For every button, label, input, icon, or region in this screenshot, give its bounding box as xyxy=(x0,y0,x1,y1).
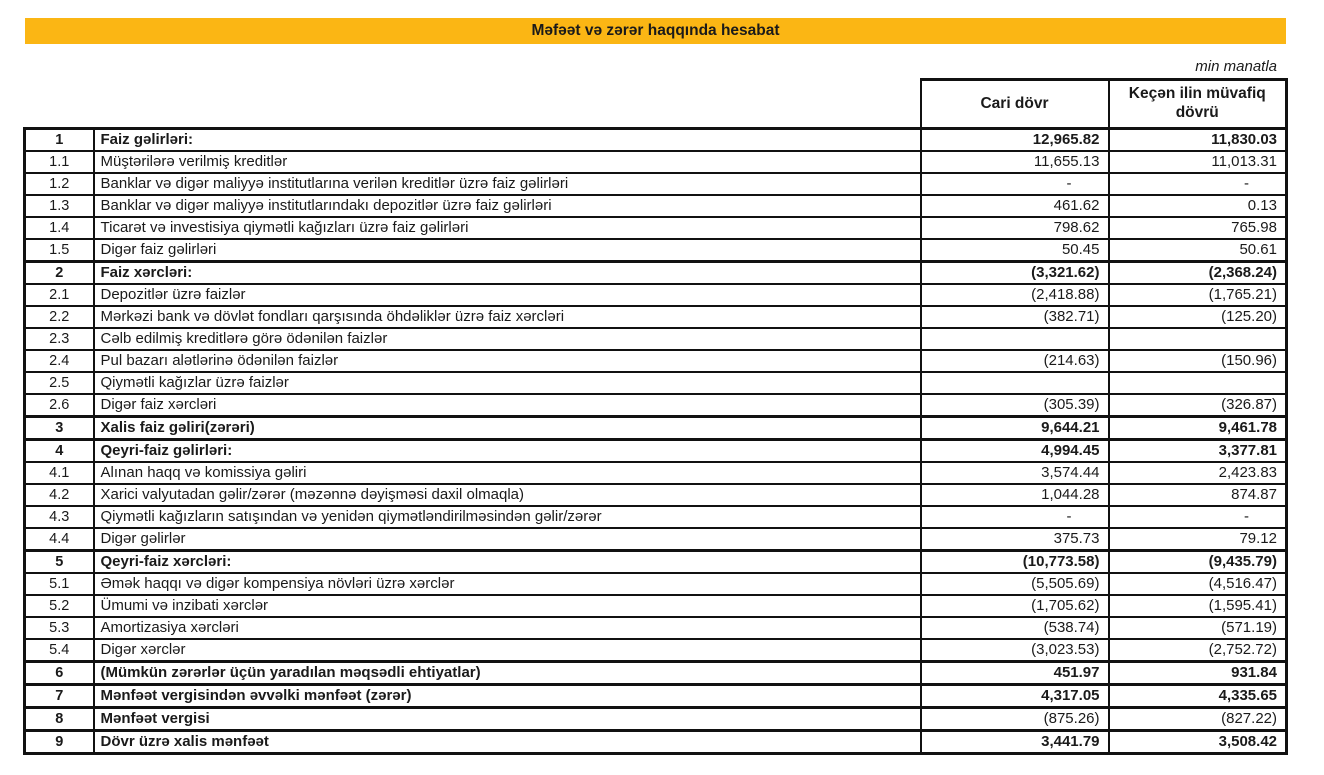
row-number: 4.2 xyxy=(25,484,94,506)
row-number: 4.4 xyxy=(25,528,94,551)
value-current: (2,418.88) xyxy=(921,284,1109,306)
unit-note: min manatla xyxy=(1195,58,1277,75)
value-previous: 11,013.31 xyxy=(1109,151,1287,173)
table-row xyxy=(25,306,1287,328)
row-number: 1.3 xyxy=(25,195,94,217)
table-row xyxy=(25,394,1287,417)
row-label: Depozitlər üzrə faizlər xyxy=(94,284,921,306)
row-label: Ticarət və investisiya qiymətli kağızları üzrə faiz gəlirləri xyxy=(94,217,921,239)
row-label: Amortizasiya xərcləri xyxy=(94,617,921,639)
header-row xyxy=(25,80,1287,129)
value-current: 451.97 xyxy=(921,662,1109,685)
row-number: 2.3 xyxy=(25,328,94,350)
table-row xyxy=(25,685,1287,708)
row-label: Digər xərclər xyxy=(94,639,921,662)
header-blank-label xyxy=(94,80,921,129)
row-number: 1.4 xyxy=(25,217,94,239)
row-number: 1.5 xyxy=(25,239,94,262)
table-row xyxy=(25,573,1287,595)
value-current: (3,023.53) xyxy=(921,639,1109,662)
value-previous: (2,752.72) xyxy=(1109,639,1287,662)
row-label: Faiz gəlirləri: xyxy=(94,129,921,152)
value-previous xyxy=(1109,372,1287,394)
table-row xyxy=(25,440,1287,463)
table-row xyxy=(25,173,1287,195)
report-title-bar xyxy=(25,18,1286,44)
row-label: Banklar və digər maliyyə institutlarına verilən kreditlər üzrə faiz gəlirləri xyxy=(94,173,921,195)
column-header-current: Cari dövr xyxy=(921,80,1109,129)
table-row xyxy=(25,639,1287,662)
value-previous: (4,516.47) xyxy=(1109,573,1287,595)
table-row xyxy=(25,506,1287,528)
row-number: 2.4 xyxy=(25,350,94,372)
row-number: 2.6 xyxy=(25,394,94,417)
row-number: 1.1 xyxy=(25,151,94,173)
row-number: 5.3 xyxy=(25,617,94,639)
table-header xyxy=(25,80,1287,129)
table-row xyxy=(25,484,1287,506)
row-label: Qeyri-faiz gəlirləri: xyxy=(94,440,921,463)
value-current: (305.39) xyxy=(921,394,1109,417)
column-header-previous: Keçən ilin müvafiq dövrü xyxy=(1109,80,1287,129)
value-current: 9,644.21 xyxy=(921,417,1109,440)
value-previous: 9,461.78 xyxy=(1109,417,1287,440)
row-number: 8 xyxy=(25,708,94,731)
row-label: Dövr üzrə xalis mənfəət xyxy=(94,731,921,754)
value-previous: 931.84 xyxy=(1109,662,1287,685)
row-number: 2 xyxy=(25,262,94,285)
table-body xyxy=(25,129,1287,754)
row-number: 5.1 xyxy=(25,573,94,595)
value-current: 375.73 xyxy=(921,528,1109,551)
row-label: (Mümkün zərərlər üçün yaradılan məqsədli ehtiyatlar) xyxy=(94,662,921,685)
value-previous: (326.87) xyxy=(1109,394,1287,417)
value-current: 1,044.28 xyxy=(921,484,1109,506)
row-label: Digər gəlirlər xyxy=(94,528,921,551)
table-row xyxy=(25,617,1287,639)
value-current: (875.26) xyxy=(921,708,1109,731)
value-current: 4,317.05 xyxy=(921,685,1109,708)
table-row xyxy=(25,662,1287,685)
row-label: Digər faiz gəlirləri xyxy=(94,239,921,262)
row-number: 4 xyxy=(25,440,94,463)
header-blank-number xyxy=(25,80,94,129)
row-label: Qiymətli kağızların satışından və yenidən qiymətləndirilməsindən gəlir/zərər xyxy=(94,506,921,528)
row-label: Mərkəzi bank və dövlət fondları qarşısında öhdəliklər üzrə faiz xərcləri xyxy=(94,306,921,328)
value-current xyxy=(921,328,1109,350)
value-current: - xyxy=(921,173,1109,195)
row-label: Qiymətli kağızlar üzrə faizlər xyxy=(94,372,921,394)
row-number: 7 xyxy=(25,685,94,708)
report-title: Məfəət və zərər haqqında hesabat xyxy=(531,22,780,39)
row-label: Mənfəət vergisindən əvvəlki mənfəət (zərər) xyxy=(94,685,921,708)
value-current: (5,505.69) xyxy=(921,573,1109,595)
table-row xyxy=(25,217,1287,239)
value-previous: 11,830.03 xyxy=(1109,129,1287,152)
table-row xyxy=(25,528,1287,551)
table-row xyxy=(25,551,1287,574)
row-label: Faiz xərcləri: xyxy=(94,262,921,285)
table-row xyxy=(25,350,1287,372)
row-label: Pul bazarı alətlərinə ödənilən faizlər xyxy=(94,350,921,372)
row-number: 5 xyxy=(25,551,94,574)
value-current: (538.74) xyxy=(921,617,1109,639)
row-label: Cəlb edilmiş kreditlərə görə ödənilən faizlər xyxy=(94,328,921,350)
value-previous: 3,377.81 xyxy=(1109,440,1287,463)
value-previous xyxy=(1109,328,1287,350)
row-number: 3 xyxy=(25,417,94,440)
value-current: 3,441.79 xyxy=(921,731,1109,754)
value-current: 4,994.45 xyxy=(921,440,1109,463)
value-current: (1,705.62) xyxy=(921,595,1109,617)
table-row xyxy=(25,262,1287,285)
row-number: 4.3 xyxy=(25,506,94,528)
row-label: Qeyri-faiz xərcləri: xyxy=(94,551,921,574)
value-current: 798.62 xyxy=(921,217,1109,239)
table-row xyxy=(25,195,1287,217)
value-previous: 79.12 xyxy=(1109,528,1287,551)
value-current: (214.63) xyxy=(921,350,1109,372)
value-current: (3,321.62) xyxy=(921,262,1109,285)
table-row xyxy=(25,284,1287,306)
table-row xyxy=(25,731,1287,754)
value-previous: (9,435.79) xyxy=(1109,551,1287,574)
row-label: Xalis faiz gəliri(zərəri) xyxy=(94,417,921,440)
value-previous: 2,423.83 xyxy=(1109,462,1287,484)
value-previous: (1,595.41) xyxy=(1109,595,1287,617)
value-current: - xyxy=(921,506,1109,528)
value-current: 50.45 xyxy=(921,239,1109,262)
value-previous: (571.19) xyxy=(1109,617,1287,639)
table-row xyxy=(25,151,1287,173)
table-row xyxy=(25,462,1287,484)
value-current: (10,773.58) xyxy=(921,551,1109,574)
value-previous: (1,765.21) xyxy=(1109,284,1287,306)
value-current: 12,965.82 xyxy=(921,129,1109,152)
value-previous: 0.13 xyxy=(1109,195,1287,217)
row-label: Müştərilərə verilmiş kreditlər xyxy=(94,151,921,173)
table-row xyxy=(25,708,1287,731)
table-row xyxy=(25,417,1287,440)
row-number: 2.5 xyxy=(25,372,94,394)
table-row xyxy=(25,372,1287,394)
value-previous: (125.20) xyxy=(1109,306,1287,328)
value-previous: - xyxy=(1109,173,1287,195)
table-row xyxy=(25,595,1287,617)
row-number: 5.4 xyxy=(25,639,94,662)
table-row xyxy=(25,328,1287,350)
row-number: 6 xyxy=(25,662,94,685)
row-number: 1.2 xyxy=(25,173,94,195)
value-previous: - xyxy=(1109,506,1287,528)
value-current xyxy=(921,372,1109,394)
row-label: Xarici valyutadan gəlir/zərər (məzənnə dəyişməsi daxil olmaqla) xyxy=(94,484,921,506)
value-previous: 765.98 xyxy=(1109,217,1287,239)
value-previous: (150.96) xyxy=(1109,350,1287,372)
value-current: (382.71) xyxy=(921,306,1109,328)
row-label: Alınan haqq və komissiya gəliri xyxy=(94,462,921,484)
row-number: 1 xyxy=(25,129,94,152)
row-number: 2.2 xyxy=(25,306,94,328)
row-number: 4.1 xyxy=(25,462,94,484)
row-number: 5.2 xyxy=(25,595,94,617)
value-previous: 3,508.42 xyxy=(1109,731,1287,754)
value-previous: 50.61 xyxy=(1109,239,1287,262)
table-row xyxy=(25,129,1287,152)
row-label: Əmək haqqı və digər kompensiya növləri üzrə xərclər xyxy=(94,573,921,595)
value-current: 3,574.44 xyxy=(921,462,1109,484)
value-previous: (827.22) xyxy=(1109,708,1287,731)
row-label: Digər faiz xərcləri xyxy=(94,394,921,417)
value-previous: 874.87 xyxy=(1109,484,1287,506)
value-previous: 4,335.65 xyxy=(1109,685,1287,708)
row-label: Banklar və digər maliyyə institutlarındakı depozitlər üzrə faiz gəlirləri xyxy=(94,195,921,217)
value-current: 11,655.13 xyxy=(921,151,1109,173)
row-label: Mənfəət vergisi xyxy=(94,708,921,731)
table-row xyxy=(25,239,1287,262)
row-label: Ümumi və inzibati xərclər xyxy=(94,595,921,617)
profit-loss-table xyxy=(23,78,1288,755)
row-number: 9 xyxy=(25,731,94,754)
value-previous: (2,368.24) xyxy=(1109,262,1287,285)
value-current: 461.62 xyxy=(921,195,1109,217)
row-number: 2.1 xyxy=(25,284,94,306)
